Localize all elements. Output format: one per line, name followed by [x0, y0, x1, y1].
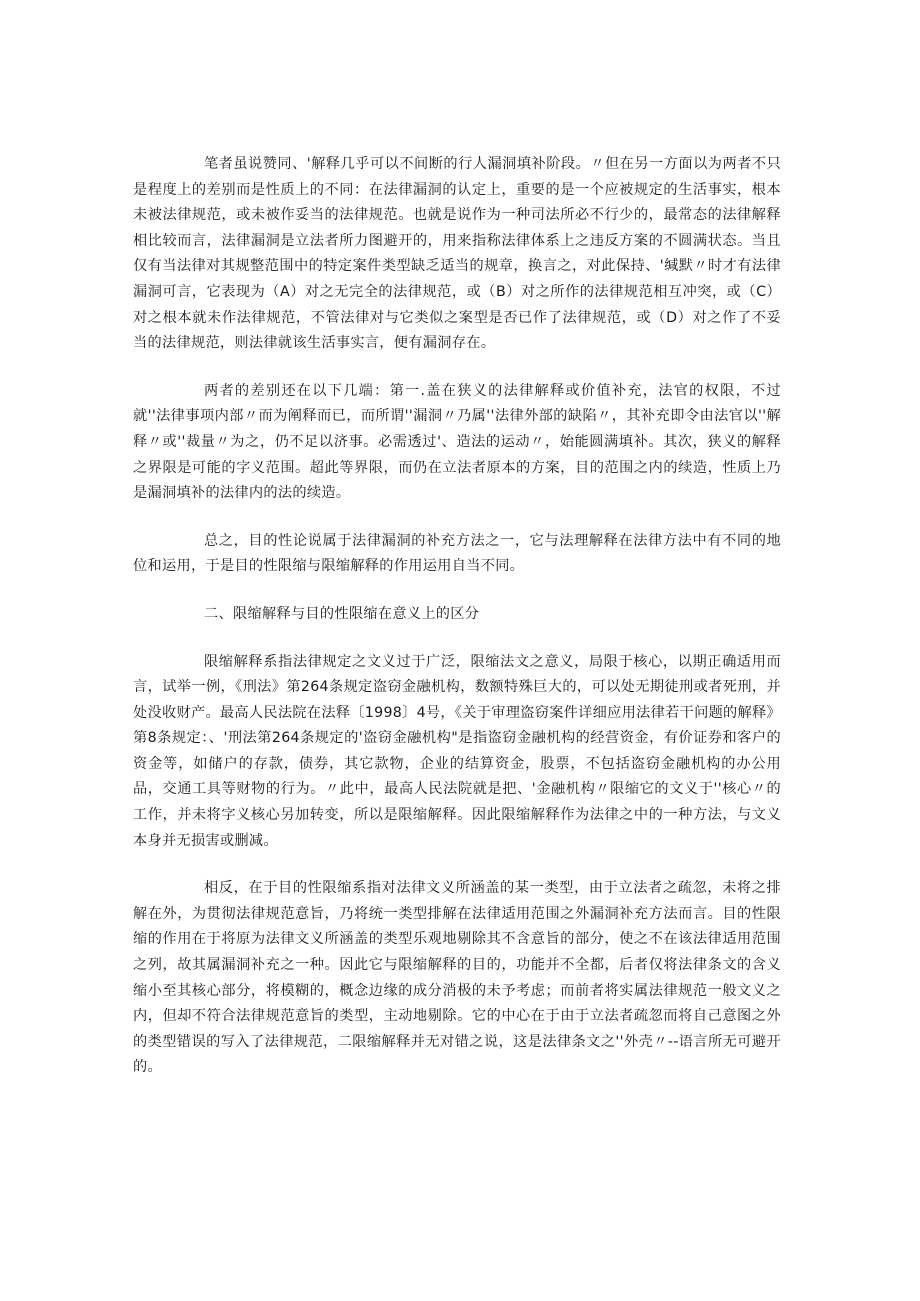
paragraph-restrictive-interpretation: 限缩解释系指法律规定之文义过于广泛，限缩法文之意义，局限于核心，以期正确适用而言，试举一例，《刑法》第264条规定盗窃金融机构，数额特殊巨大的，可以处无期徒刑或者死刑，并处没收财产。最高人民法院在法释〔1998〕4号，《关于审理盗窃案件详细应用法律若干问题的解释》第8条规定：、'刑法第264条规定的'盗窃金融机构"是指盗窃金融机构的经营资金，有价证券和客户的资金等，如储户的存款，债券，其它款物，企业的结算资金，股票，不包括盗窃金融机构的办公用品，交通工具等财物的行为。〃此中，最高人民法院就是把、'金融机构〃限缩它的文义于''核心〃的工作，并未将字义核心另加转变，所以是限缩解释。因此限缩解释作为法律之中的一种方法，与文义本身并无损害或删减。 — [133, 653, 782, 849]
paragraph-differences: 两者的差别还在以下几端：第一.盖在狭义的法律解释或价值补充，法官的权限，不过就''法律事项内部〃而为阐释而已，而所谓''漏洞〃乃属''法律外部的缺陷〃，其补充即令由法官以''解释〃或''裁量〃为之，仍不足以济事。必需透过'、造法的运动〃，始能圆满填补。其次，狭义的解释之界限是可能的字义范围。超此等界限，而仍在立法者原本的方案，目的范围之内的续造，性质上乃是漏洞填补的法律内的法的续造。 — [133, 382, 781, 502]
paragraph-teleological-reduction: 相反，在于目的性限缩系指对法律文义所涵盖的某一类型，由于立法者之疏忽，未将之排解在外，为贯彻法律规范意旨，乃将统一类型排解在法律适用范围之外漏洞补充方法而言。目的性限缩的作用在于将原为法律文义所涵盖的类型乐观地剔除其不含意旨的部分，使之不在该法律适用范围之列，故其属漏洞补充之一种。因此它与限缩解释的目的，功能并不全都，后者仅将法律条文的含义缩小至其核心部分，将模糊的，概念边缘的成分消极的未予考虑；而前者将实属法律规范一般文义之内，但却不符合法律规范意旨的类型，主动地剔除。它的中心在于由于立法者疏忽而将自己意图之外的类型错误的写入了法律规范，二限缩解释并无对错之说，这是法律条文之''外壳〃--语言所无可避开的。 — [133, 880, 781, 1076]
paragraph-summary: 总之，目的性论说属于法律漏洞的补充方法之一，它与法理解释在法律方法中有不同的地位和运用，于是目的性限缩与限缩解释的作用运用自当不同。 — [133, 532, 781, 575]
document-body — [133, 152, 781, 1081]
paragraph-legal-loophole-definition: 笔者虽说赞同、'解释几乎可以不间断的行人漏洞填补阶段。〃但在另一方面以为两者不只是程度上的差别而是性质上的不同：在法律漏洞的认定上，重要的是一个应被规定的生活事实，根本未被法律规范，或未被作妥当的法律规范。也就是说作为一种司法所必不行少的，最常态的法律解释相比较而言，法律漏洞是立法者所力图避开的，用来指称法律体系上之违反方案的不圆满状态。当且仅有当法律对其规整范围中的特定案件类型缺乏适当的规章，换言之，对此保持、'缄默〃时才有法律漏洞可言，它表现为（A）对之无完全的法律规范，或（B）对之所作的法律规范相互冲突，或（C）对之根本就未作法律规范，不管法律对与它类似之案型是否已作了法律规范，或（D）对之作了不妥当的法律规范，则法律就该生活事实言，便有漏洞存在。 — [133, 156, 781, 352]
section-heading: 二、限缩解释与目的性限缩在意义上的区分 — [204, 605, 480, 622]
